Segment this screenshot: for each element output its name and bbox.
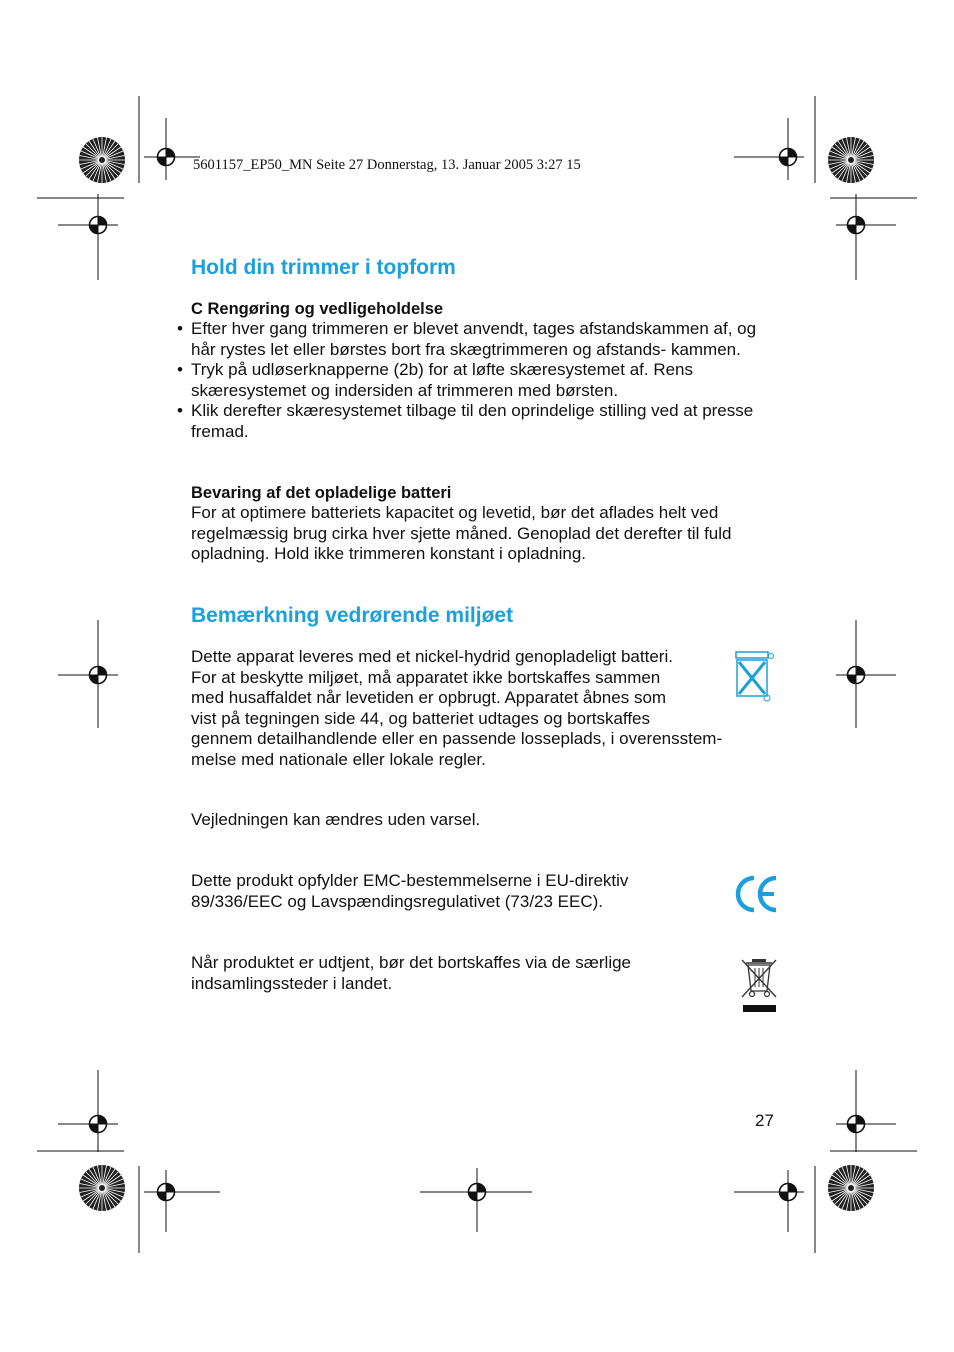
environment-text: Dette apparat leveres med et nickel-hydrid genopladeligt batteri. For at beskytte miljøet, må apparatet ikke bortskaffes sammen med husaffaldet når levetiden er opbrugt. Apparatet åbnes som vist på tegningen side 44, og batteriet udtages og bortskaffes gennem detailhandlende eller en passende losseplads, i overensstem- melse med nationale eller lokale regler. (191, 647, 723, 769)
battery-bin-icon (730, 650, 778, 706)
list-item: • Tryk på udløserknapperne (2b) for at løfte skæresystemet af. Rens skæresystemet og indersiden af trimmeren med børsten. (177, 360, 694, 400)
change-notice: Vejledningen kan ændres uden varsel. (191, 810, 481, 829)
subtitle-cleaning: C Rengøring og vedligeholdelse (191, 300, 444, 318)
emc-text: Dette produkt opfylder EMC-bestemmelserne i EU-direktiv 89/336/EEC og Lavspændingsregulativet (73/23 EEC). (191, 871, 629, 911)
weee-bin-icon (740, 957, 780, 1015)
battery-text: For at optimere batteriets kapacitet og levetid, bør det aflades helt ved regelmæssig brug cirka hver sjette måned. Genoplad det derefter til fuld opladning. Hold ikke trimmeren konstant i opladning. (191, 503, 732, 563)
disposal-text: Når produktet er udtjent, bør det bortskaffes via de særlige indsamlingssteder i landet. (191, 953, 632, 993)
section-title-care: Hold din trimmer i topform (191, 256, 456, 279)
print-header: 5601157_EP50_MN Seite 27 Donnerstag, 13. Januar 2005 3:27 15 (193, 157, 581, 173)
section-title-environment: Bemærkning vedrørende miljøet (191, 604, 514, 627)
cleaning-bullet-list (177, 319, 776, 442)
ce-mark-icon (734, 874, 778, 914)
page-number: 27 (755, 1111, 774, 1130)
list-item: • Klik derefter skæresystemet tilbage til den oprindelige stilling ved at presse fremad. (177, 401, 754, 441)
list-item: • Efter hver gang trimmeren er blevet anvendt, tages afstandskammen af, og hår rystes let eller børstes bort fra skægtrimmeren og afstands- kammen. (177, 319, 757, 359)
battery-heading: Bevaring af det opladelige batteri (191, 484, 452, 502)
